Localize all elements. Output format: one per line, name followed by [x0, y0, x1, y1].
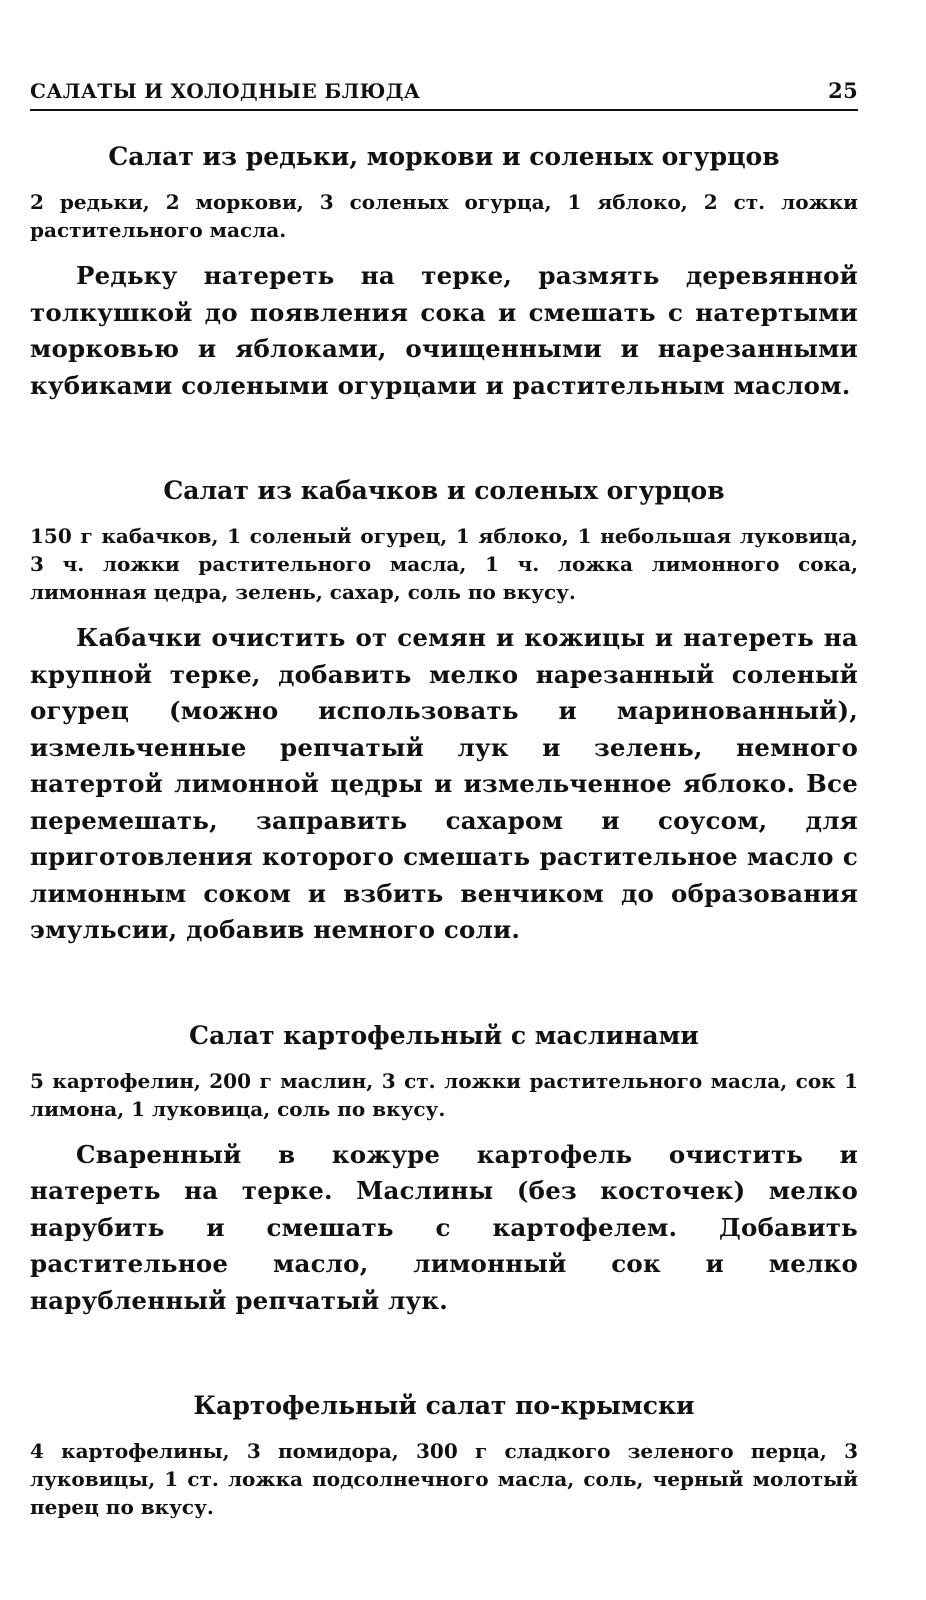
- page-number: 25: [828, 78, 858, 103]
- recipe-title: Салат из редьки, моркови и соленых огурцов: [108, 142, 780, 171]
- recipe-method: Сваренный в кожуре картофель очистить и натереть на терке. Маслины (без косточек) мелко нарубить и смешать с картофелем. Добавить растительное масло, лимонный сок и мелко нарубленный репчатый лук.: [30, 1139, 858, 1315]
- recipe-ingredients: 150 г кабачков, 1 соленый огурец, 1 яблоко, 1 небольшая луковица, 3 ч. ложки растительного масла, 1 ч. ложка лимонного сока, лимонная цедра, зелень, сахар, соль по вкусу.: [30, 524, 858, 604]
- running-header: [30, 78, 858, 111]
- recipe-zucchini-salad: [30, 474, 858, 949]
- page-content: [30, 140, 858, 1521]
- recipe-title: Картофельный салат по-крымски: [193, 1391, 695, 1420]
- recipe-method: Кабачки очистить от семян и кожицы и натереть на крупной терке, добавить мелко нарезанный соленый огурец (можно использовать и маринованный), измельченные репчатый лук и зелень, немного натертой лимонной цедры и измельченное яблоко. Все перемешать, заправить сахаром и соусом, для приготовления которого смешать растительное масло с лимонным соком и взбить венчиком до образования эмульсии, добавив немного соли.: [30, 623, 858, 944]
- recipe-ingredients: 2 редьки, 2 моркови, 3 соленых огурца, 1 яблоко, 2 ст. ложки растительного масла.: [30, 190, 858, 242]
- recipe-title: Салат из кабачков и соленых огурцов: [163, 476, 725, 505]
- recipe-crimean-potato-salad: [30, 1389, 858, 1521]
- recipe-method: Редьку натереть на терке, размять деревянной толкушкой до появления сока и смешать с натертыми морковью и яблоками, очищенными и нарезанными кубиками солеными огурцами и растительным маслом.: [30, 261, 858, 400]
- recipe-title: Салат картофельный с маслинами: [189, 1020, 699, 1050]
- section-title: САЛАТЫ И ХОЛОДНЫЕ БЛЮДА: [30, 79, 421, 103]
- recipe-radish-salad: [30, 140, 858, 404]
- recipe-potato-olive-salad: [30, 1019, 858, 1320]
- recipe-ingredients: 4 картофелины, 3 помидора, 300 г сладкого зеленого перца, 3 луковицы, 1 ст. ложка подсолнечного масла, соль, черный молотый перец по вкусу.: [30, 1439, 858, 1519]
- recipe-ingredients: 5 картофелин, 200 г маслин, 3 ст. ложки растительного масла, сок 1 лимона, 1 луковица, соль по вкусу.: [30, 1068, 858, 1121]
